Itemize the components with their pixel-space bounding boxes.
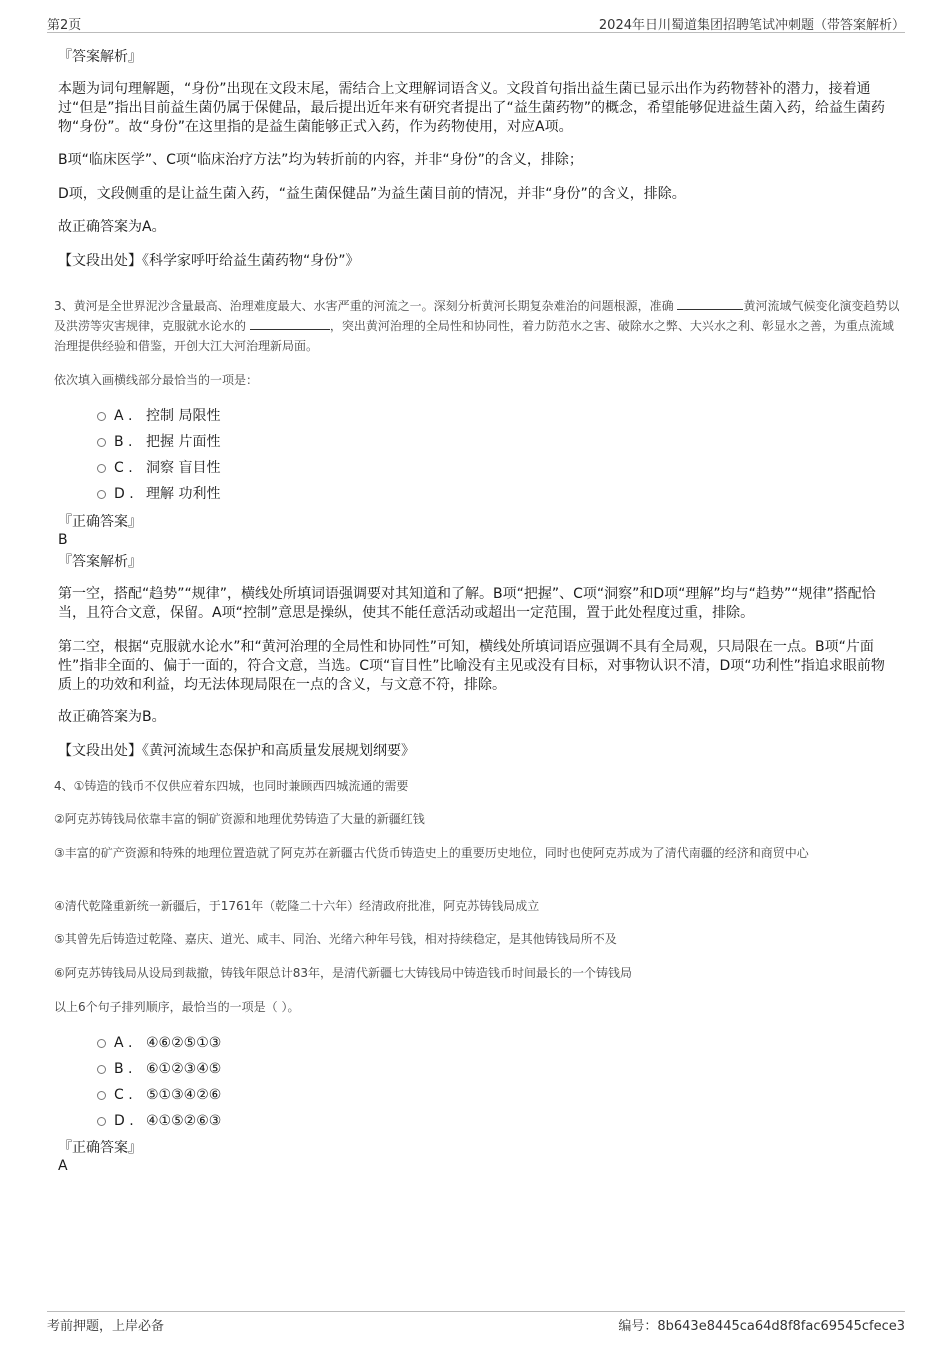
radio-icon[interactable]: [97, 438, 106, 447]
option-text: ④①⑤②⑥③: [146, 1113, 222, 1129]
radio-icon[interactable]: [97, 1117, 106, 1126]
page-footer: [47, 1311, 905, 1334]
q2-analysis-p2: B项“临床医学”、C项“临床治疗方法”均为转折前的内容，并非“身份”的含义，排除；: [58, 152, 583, 168]
q3-blank-1: [677, 297, 743, 310]
q3-stem: [54, 296, 904, 356]
radio-icon[interactable]: [97, 490, 106, 499]
option-text: ⑥①②③④⑤: [146, 1061, 222, 1077]
q2-analysis-label: 『答案解析』: [58, 49, 142, 65]
q3-analysis-p2: 第二空，根据“克服就水论水”和“黄河治理的全局性和协同性”可知，横线处所填词语应强调不具有全局观，只局限在一点。B项“片面性”指非全面的、偏于一面的，符合文意，当选。C项“盲目性”比喻没有主见或没有目标，对事物认识不清，D项“功利性”指追求眼前物质上的功效和利益，均无法体现局限在一点的含义，与文意不符，排除。: [58, 639, 885, 693]
option-letter: A .: [114, 1035, 133, 1051]
q3-option-d[interactable]: [97, 485, 220, 503]
q4-sentence-2: ②阿克苏铸钱局依靠丰富的铜矿资源和地理优势铸造了大量的新疆红钱: [54, 812, 425, 826]
option-letter: C .: [114, 1087, 133, 1103]
q2-analysis-p4: 故正确答案为A。: [58, 219, 166, 235]
q4-sentence-5: ⑤其曾先后铸造过乾隆、嘉庆、道光、咸丰、同治、光绪六种年号钱，相对持续稳定，是其他铸钱局所不及: [54, 932, 617, 946]
q3-correct-label: 『正确答案』: [58, 514, 142, 530]
q4-correct-label: 『正确答案』: [58, 1140, 142, 1156]
option-letter: D .: [114, 1113, 134, 1129]
q4-sentence-3: ③丰富的矿产资源和特殊的地理位置造就了阿克苏在新疆古代货币铸造史上的重要历史地位，同时也使阿克苏成为了清代南疆的经济和商贸中心: [54, 846, 809, 860]
document-title: 2024年日川蜀道集团招聘笔试冲刺题（带答案解析）: [598, 18, 905, 33]
q3-prompt: 依次填入画横线部分最恰当的一项是：: [54, 373, 259, 387]
q4-sentence-6: ⑥阿克苏铸钱局从设局到裁撤，铸钱年限总计83年，是清代新疆七大铸钱局中铸造钱币时间最长的一个铸钱局: [54, 966, 633, 980]
q3-stem-part-3: ，突出黄河治理的全局性和协同性，着力防范水之害、破除水之弊、大兴水之利、彰显水之善，为重点流域治理提供经验和借鉴，开创大江大河治理新局面。: [54, 319, 894, 353]
radio-icon[interactable]: [97, 464, 106, 473]
footer-slogan: 考前押题，上岸必备: [47, 1319, 165, 1334]
q3-option-a[interactable]: [97, 407, 220, 425]
q4-answer: A: [58, 1158, 68, 1174]
option-letter: B .: [114, 434, 133, 450]
q3-analysis-p3: 故正确答案为B。: [58, 709, 166, 725]
q4-option-c[interactable]: [97, 1086, 221, 1104]
option-letter: C .: [114, 460, 133, 476]
option-text: 把握 片面性: [146, 434, 221, 450]
q4-sentence-4: ④清代乾隆重新统一新疆后，于1761年（乾隆二十六年）经清政府批准，阿克苏铸钱局成立: [54, 899, 540, 913]
page-header: [47, 12, 905, 33]
option-text: 洞察 盲目性: [146, 460, 221, 476]
q2-source: 【文段出处】《科学家呼吁给益生菌药物“身份”》: [58, 253, 360, 269]
q2-analysis-p1: 本题为词句理解题，“身份”出现在文段末尾，需结合上文理解词语含义。文段首句指出益生菌已显示出作为药物替补的潜力，接着通过“但是”指出目前益生菌仍属于保健品，最后提出近年来有研究者提出了“益生菌药物”的概念，希望能够促进益生菌入药，给益生菌药物“身份”。故“身份”在这里指的是益生菌能够正式入药，作为药物使用，对应A项。: [58, 81, 886, 135]
radio-icon[interactable]: [97, 1039, 106, 1048]
q3-analysis-label: 『答案解析』: [58, 554, 142, 570]
radio-icon[interactable]: [97, 412, 106, 421]
q3-stem-part-2: 黄河流域气候变化演变趋势以及洪涝等灾害规律，克服就水论水的: [54, 299, 900, 333]
q3-blank-2: [250, 317, 330, 330]
option-letter: B .: [114, 1061, 133, 1077]
option-letter: D .: [114, 486, 134, 502]
q3-option-b[interactable]: [97, 433, 220, 451]
radio-icon[interactable]: [97, 1065, 106, 1074]
q3-stem-part-1: 3、黄河是全世界泥沙含量最高、治理难度最大、水害严重的河流之一。深刻分析黄河长期复杂难治的问题根源，准确: [54, 299, 678, 313]
q4-prompt: 以上6个句子排列顺序，最恰当的一项是（ ）。: [54, 1000, 300, 1014]
option-text: 控制 局限性: [146, 408, 221, 424]
option-text: ⑤①③④②⑥: [146, 1087, 222, 1103]
option-letter: A .: [114, 408, 133, 424]
q3-analysis-p1: 第一空，搭配“趋势”“规律”，横线处所填词语强调要对其知道和了解。B项“把握”、C项“洞察”和D项“理解”均与“趋势”“规律”搭配恰当，且符合文意，保留。A项“控制”意思是操纵，使其不能任意活动或超出一定范围，置于此处程度过重，排除。: [58, 586, 876, 621]
q2-analysis-p3: D项，文段侧重的是让益生菌入药，“益生菌保健品”为益生菌目前的情况，并非“身份”的含义，排除。: [58, 186, 686, 202]
q4-option-b[interactable]: [97, 1060, 221, 1078]
q3-answer: B: [58, 532, 68, 548]
q4-option-a[interactable]: [97, 1034, 221, 1052]
option-text: 理解 功利性: [146, 486, 221, 502]
radio-icon[interactable]: [97, 1091, 106, 1100]
q4-sentence-1: 4、①铸造的钱币不仅供应着东四城，也同时兼顾西四城流通的需要: [54, 779, 409, 793]
footer-serial: 编号：8b643e8445ca64d8f8fac69545cfece3: [618, 1319, 905, 1334]
q3-option-c[interactable]: [97, 459, 220, 477]
q4-option-d[interactable]: [97, 1112, 221, 1130]
q3-source: 【文段出处】《黄河流域生态保护和高质量发展规划纲要》: [58, 743, 415, 759]
page-number: 第2页: [47, 18, 82, 33]
option-text: ④⑥②⑤①③: [146, 1035, 222, 1051]
